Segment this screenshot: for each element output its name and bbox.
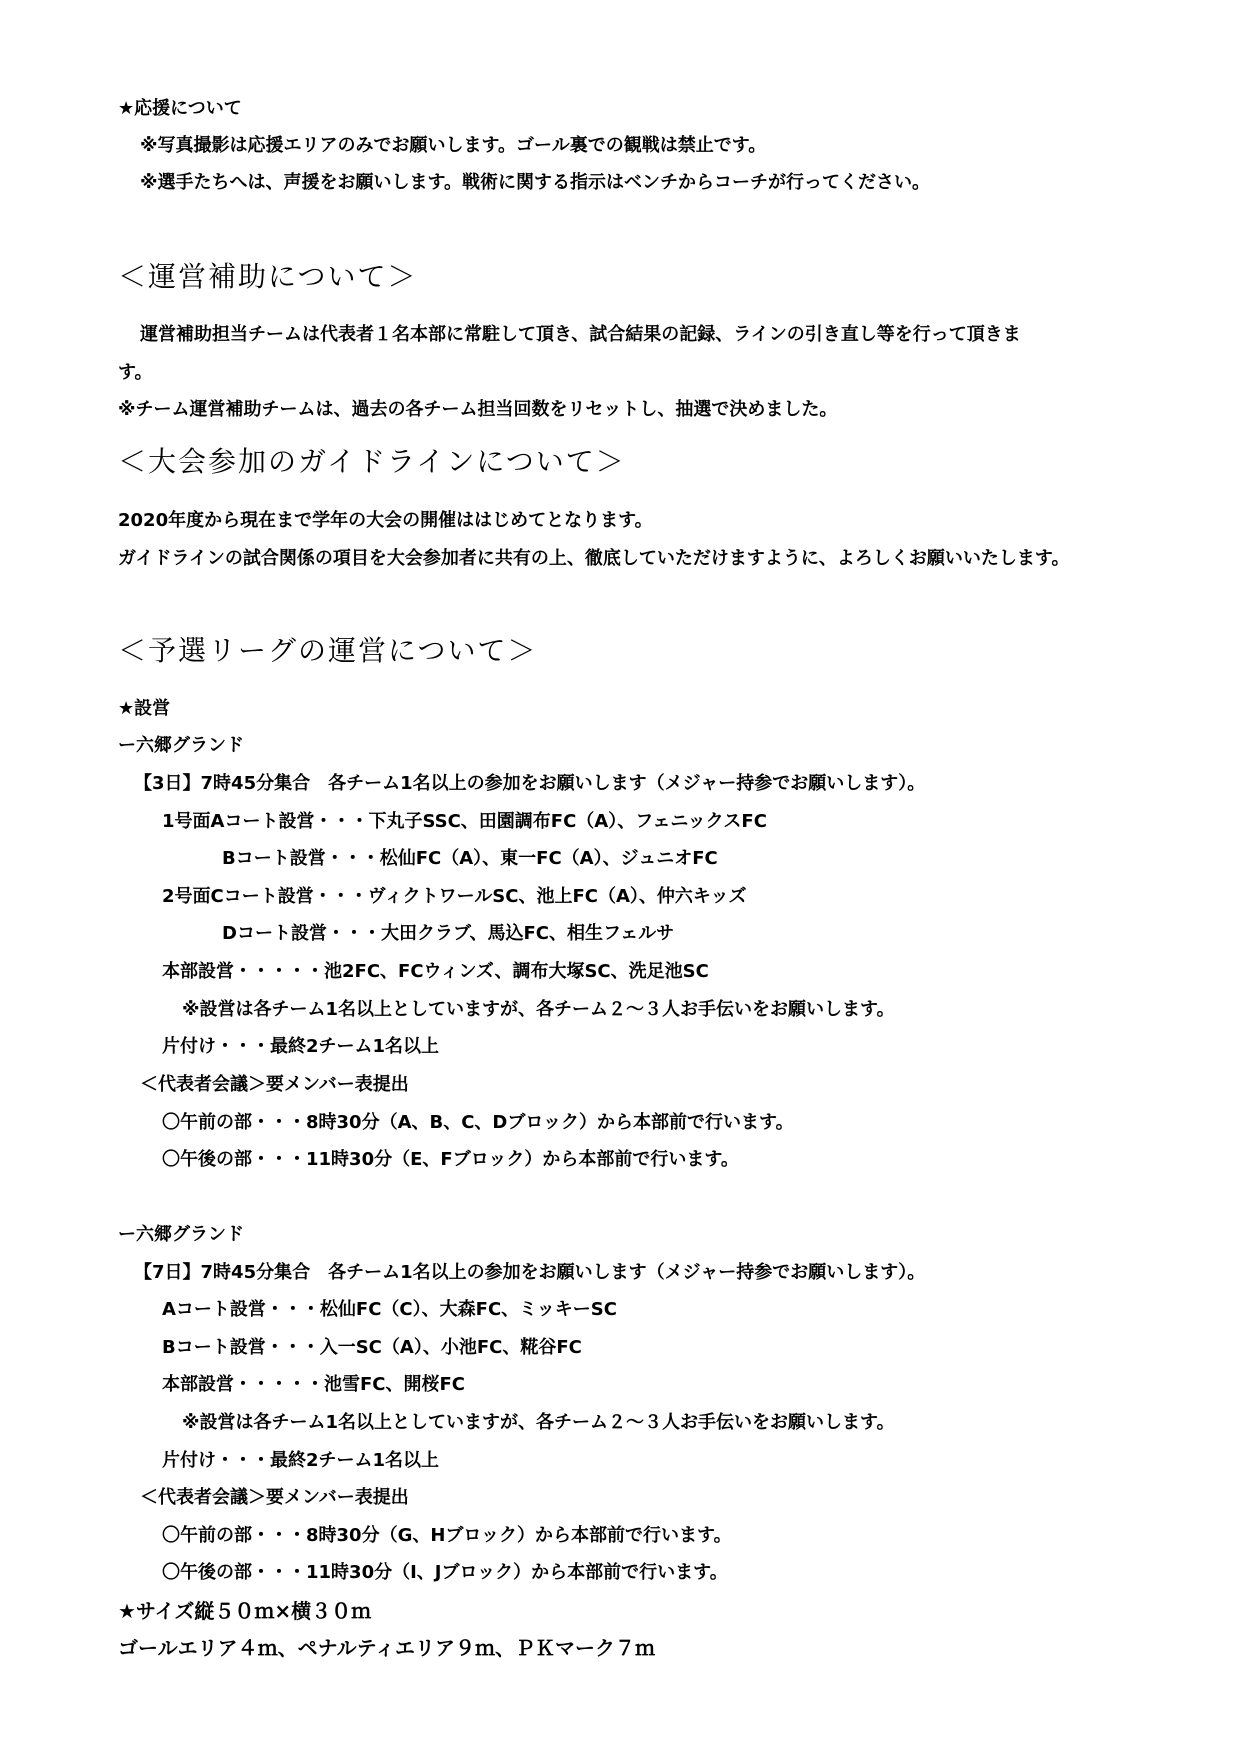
day7-court-b: Bコート設営・・・入一SC（A）、小池FC、糀谷FC (162, 1337, 582, 1358)
day3-meeting-am: 〇午前の部・・・8時30分（A、B、C、Dブロック）から本部前で行います。 (162, 1112, 794, 1133)
operations-paragraph-line2: す。 (118, 362, 153, 383)
day3-venue: ー六郷グランド (118, 735, 244, 756)
day7-meeting: ＜代表者会議＞要メンバー表提出 (140, 1487, 409, 1508)
operations-paragraph-line1: 運営補助担当チームは代表者１名本部に常駐して頂き、試合結果の記録、ラインの引き直し等を行って頂きま (140, 324, 1021, 345)
support-heading: ★応援について (118, 98, 242, 119)
day7-gather: 【7日】7時45分集合 各チーム1名以上の参加をお願いします（メジャー持参でお願いします）。 (134, 1262, 926, 1283)
day3-setup-note: ※設営は各チーム1名以上としていますが、各チーム２～３人お手伝いをお願いします。 (182, 999, 895, 1020)
support-note-cheer: ※選手たちへは、声援をお願いします。戦術に関する指示はベンチからコーチが行ってください。 (140, 172, 931, 193)
guidelines-line1: 2020年度から現在まで学年の大会の開催ははじめてとなります。 (118, 510, 653, 531)
league-heading: ＜予選リーグの運営について＞ (118, 634, 538, 667)
setup-heading: ★設営 (118, 698, 171, 719)
guidelines-line2: ガイドラインの試合関係の項目を大会参加者に共有の上、徹底していただけますように、よろしくお願いいたします。 (118, 548, 1070, 569)
day3-court-2d: Dコート設営・・・大田クラブ、馬込FC、相生フェルサ (222, 923, 675, 944)
day3-meeting-pm: 〇午後の部・・・11時30分（E、Fブロック）から本部前で行います。 (162, 1149, 739, 1170)
day7-cleanup: 片付け・・・最終2チーム1名以上 (162, 1450, 440, 1471)
day3-meeting: ＜代表者会議＞要メンバー表提出 (140, 1074, 409, 1095)
day7-setup-note: ※設営は各チーム1名以上としていますが、各チーム２～３人お手伝いをお願いします。 (182, 1412, 895, 1433)
field-size: ★サイズ縦５０ｍ×横３０ｍ (118, 1599, 372, 1623)
day3-gather: 【3日】7時45分集合 各チーム1名以上の参加をお願いします（メジャー持参でお願いします）。 (134, 773, 926, 794)
day7-court-a: Aコート設営・・・松仙FC（C）、大森FC、ミッキーSC (162, 1299, 617, 1320)
day3-court-1a: 1号面Aコート設営・・・下丸子SSC、田園調布FC（A）、フェニックスFC (162, 811, 767, 832)
day3-cleanup: 片付け・・・最終2チーム1名以上 (162, 1036, 440, 1057)
day7-hq-setup: 本部設営・・・・・池雪FC、開桜FC (162, 1374, 466, 1395)
day3-hq-setup: 本部設営・・・・・池2FC、FCウィンズ、調布大塚SC、洗足池SC (162, 961, 709, 982)
support-note-photo: ※写真撮影は応援エリアのみでお願いします。ゴール裏での観戦は禁止です。 (140, 135, 767, 156)
day3-court-2c: 2号面Cコート設営・・・ヴィクトワールSC、池上FC（A）、仲六キッズ (162, 886, 747, 907)
guidelines-heading: ＜大会参加のガイドラインについて＞ (118, 445, 626, 478)
operations-heading: ＜運営補助について＞ (118, 260, 418, 293)
day3-court-1b: Bコート設営・・・松仙FC（A）、東一FC（A）、ジュニオFC (222, 848, 718, 869)
operations-note: ※チーム運営補助チームは、過去の各チーム担当回数をリセットし、抽選で決めました。 (118, 399, 838, 420)
day7-meeting-pm: 〇午後の部・・・11時30分（I、Jブロック）から本部前で行います。 (162, 1562, 728, 1583)
day7-meeting-am: 〇午前の部・・・8時30分（G、Hブロック）から本部前で行います。 (162, 1525, 732, 1546)
day7-venue: ー六郷グランド (118, 1224, 244, 1245)
field-areas: ゴールエリア４ｍ、ペナルティエリア９ｍ、ＰＫマーク７ｍ (118, 1636, 655, 1660)
